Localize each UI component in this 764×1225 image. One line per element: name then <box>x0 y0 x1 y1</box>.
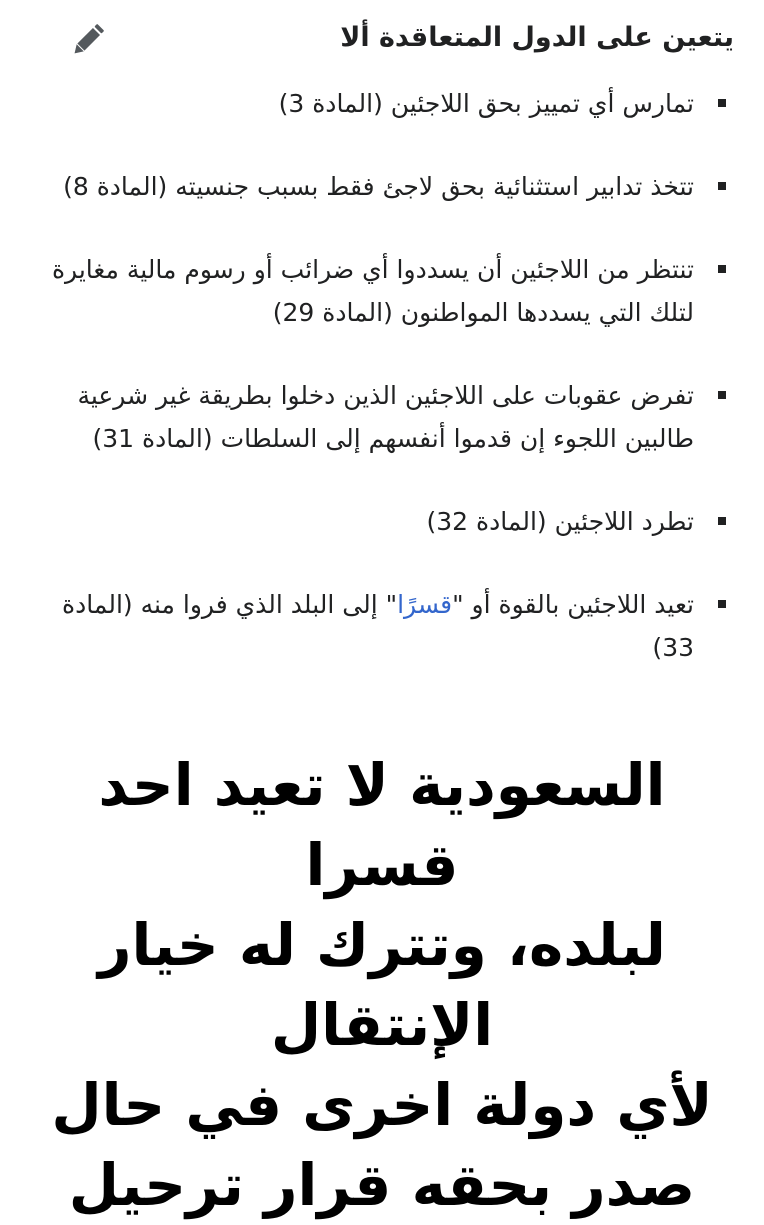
bullet-icon <box>718 265 726 273</box>
bullet-icon <box>718 182 726 190</box>
caption-line-2: لبلده، وتترك له خيار الإنتقال <box>98 911 666 1059</box>
bullet-icon <box>718 99 726 107</box>
section-header <box>0 18 764 68</box>
bullet-icon <box>718 391 726 399</box>
list-item-text: تمارس أي تمييز بحق اللاجئين (المادة 3) <box>278 89 694 118</box>
list-item-text: تطرد اللاجئين (المادة 32) <box>426 507 694 536</box>
bullet-icon <box>718 517 726 525</box>
list-item <box>34 374 734 460</box>
overlay-caption <box>40 745 724 1225</box>
list-item <box>34 583 734 669</box>
prohibitions-list <box>34 82 734 669</box>
list-item <box>34 82 734 125</box>
list-item-text-after: " إلى البلد الذي فروا منه (المادة 33) <box>62 590 694 662</box>
list-item-text: تفرض عقوبات على اللاجئين الذين دخلوا بطريقة غير شرعية طالبين اللجوء إن قدموا أنفسهم إلى السلطات (المادة 31) <box>77 381 694 453</box>
bullet-icon <box>718 600 726 608</box>
caption-line-1: السعودية لا تعيد احد قسرا <box>98 751 666 899</box>
caption-line-3: لأي دولة اخرى في حال <box>51 1071 713 1139</box>
list-item <box>34 500 734 543</box>
list-item-text: تنتظر من اللاجئين أن يسددوا أي ضرائب أو رسوم مالية مغايرة لتلك التي يسددها المواطنون (المادة 29) <box>51 255 694 327</box>
caption-line-4: صدر بحقه قرار ترحيل <box>68 1151 696 1219</box>
forcibly-link[interactable]: قسرًا <box>397 590 453 619</box>
list-item <box>34 248 734 334</box>
list-item-text <box>62 590 694 662</box>
section-title: يتعين على الدول المتعاقدة ألا <box>340 22 734 53</box>
pencil-icon[interactable] <box>66 18 110 62</box>
list-item-text: تتخذ تدابير استثنائية بحق لاجئ فقط بسبب جنسيته (المادة 8) <box>63 172 694 201</box>
list-item-text-before: تعيد اللاجئين بالقوة أو " <box>452 590 694 619</box>
list-item <box>34 165 734 208</box>
